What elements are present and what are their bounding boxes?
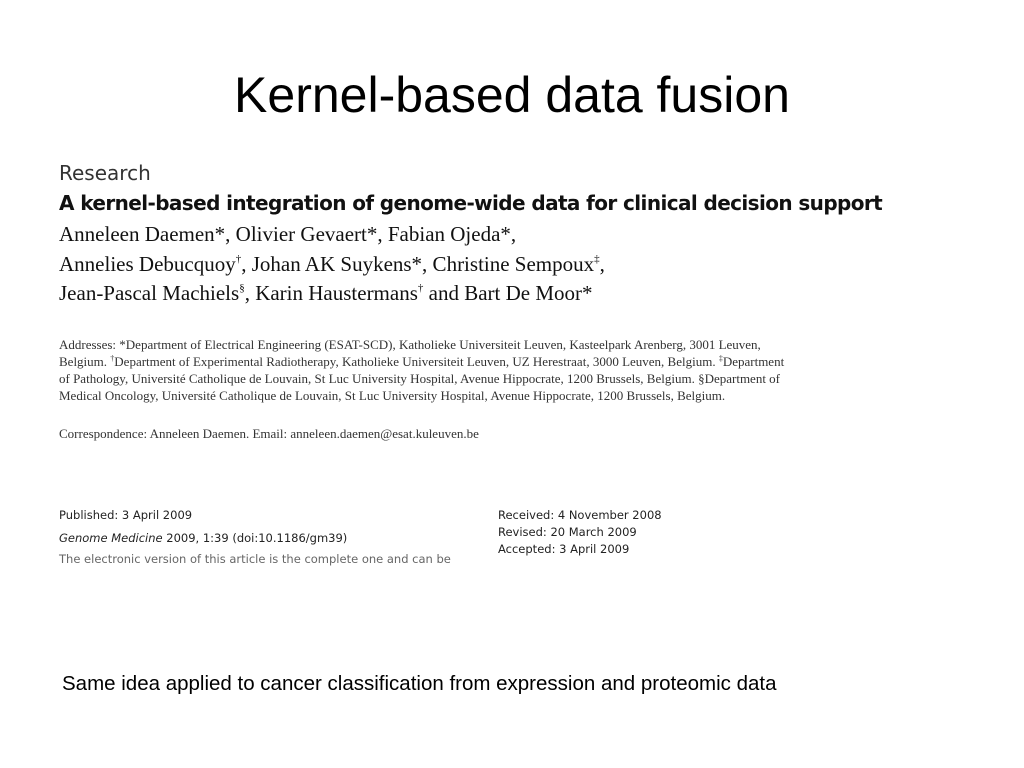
address-text: Belgium. bbox=[59, 354, 111, 369]
slide-title: Kernel-based data fusion bbox=[234, 67, 790, 123]
author-name: Jean-Pascal Machiels bbox=[59, 281, 240, 305]
accepted-date: Accepted: 3 April 2009 bbox=[498, 542, 630, 556]
author-name: and Bart De Moor* bbox=[423, 281, 593, 305]
affiliation-mark: † bbox=[110, 354, 115, 363]
truncated-text-line: The electronic version of this article is the complete one and can be bbox=[59, 552, 451, 566]
affiliation-mark: ‡ bbox=[594, 252, 600, 265]
submission-dates bbox=[498, 507, 662, 558]
paper-header-image bbox=[59, 160, 959, 566]
author-separator: , bbox=[599, 251, 605, 276]
address-text: Department of Experimental Radiotherapy, Katholieke Universiteit Leuven, UZ Herestraat, 3000 Leuven, Belgium. bbox=[114, 354, 719, 369]
author-name: Annelies Debucquoy bbox=[59, 251, 236, 276]
author-line-3 bbox=[59, 279, 605, 309]
author-line-2 bbox=[59, 250, 605, 280]
address-text: Department bbox=[722, 354, 785, 369]
affiliation-mark: § bbox=[239, 282, 245, 294]
citation-details: 2009, 1:39 (doi:10.1186/gm39) bbox=[162, 531, 348, 545]
journal-citation bbox=[59, 530, 451, 547]
slide-caption: Same idea applied to cancer classification from expression and proteomic data bbox=[62, 672, 777, 695]
published-date: Published: 3 April 2009 bbox=[59, 508, 193, 522]
section-label: Research bbox=[59, 161, 151, 185]
affiliation-mark: † bbox=[235, 252, 242, 265]
address-line-1: Addresses: *Department of Electrical Engineering (ESAT-SCD), Katholieke Universiteit Leuven, Kasteelpark Arenberg, 3001 Leuven, bbox=[59, 337, 761, 352]
affiliation-mark: ‡ bbox=[718, 354, 723, 363]
revised-date: Revised: 20 March 2009 bbox=[498, 525, 637, 539]
address-line-4: Medical Oncology, Université Catholique de Louvain, St Luc University Hospital, Avenue Hippocrate, 1200 Brussels, Belgium. bbox=[59, 388, 726, 403]
author-list bbox=[59, 220, 605, 309]
publication-info bbox=[59, 507, 451, 566]
addresses bbox=[59, 336, 919, 404]
paper-title: A kernel-based integration of genome-wide data for clinical decision support bbox=[59, 191, 883, 215]
address-line-2 bbox=[59, 353, 919, 370]
received-date: Received: 4 November 2008 bbox=[498, 508, 662, 522]
affiliation-mark: † bbox=[417, 282, 424, 294]
journal-name: Genome Medicine bbox=[59, 531, 163, 545]
address-line-3: of Pathology, Université Catholique de Louvain, St Luc University Hospital, Avenue Hippocrate, 1200 Brussels, Belgium. §Department of bbox=[59, 371, 781, 386]
author-name: , Karin Haustermans bbox=[244, 281, 418, 305]
correspondence: Correspondence: Anneleen Daemen. Email: anneleen.daemen@esat.kuleuven.be bbox=[59, 426, 479, 441]
author-line-1: Anneleen Daemen*, Olivier Gevaert*, Fabian Ojeda*, bbox=[59, 222, 517, 246]
author-name: , Johan AK Suykens*, Christine Sempoux bbox=[241, 251, 595, 276]
